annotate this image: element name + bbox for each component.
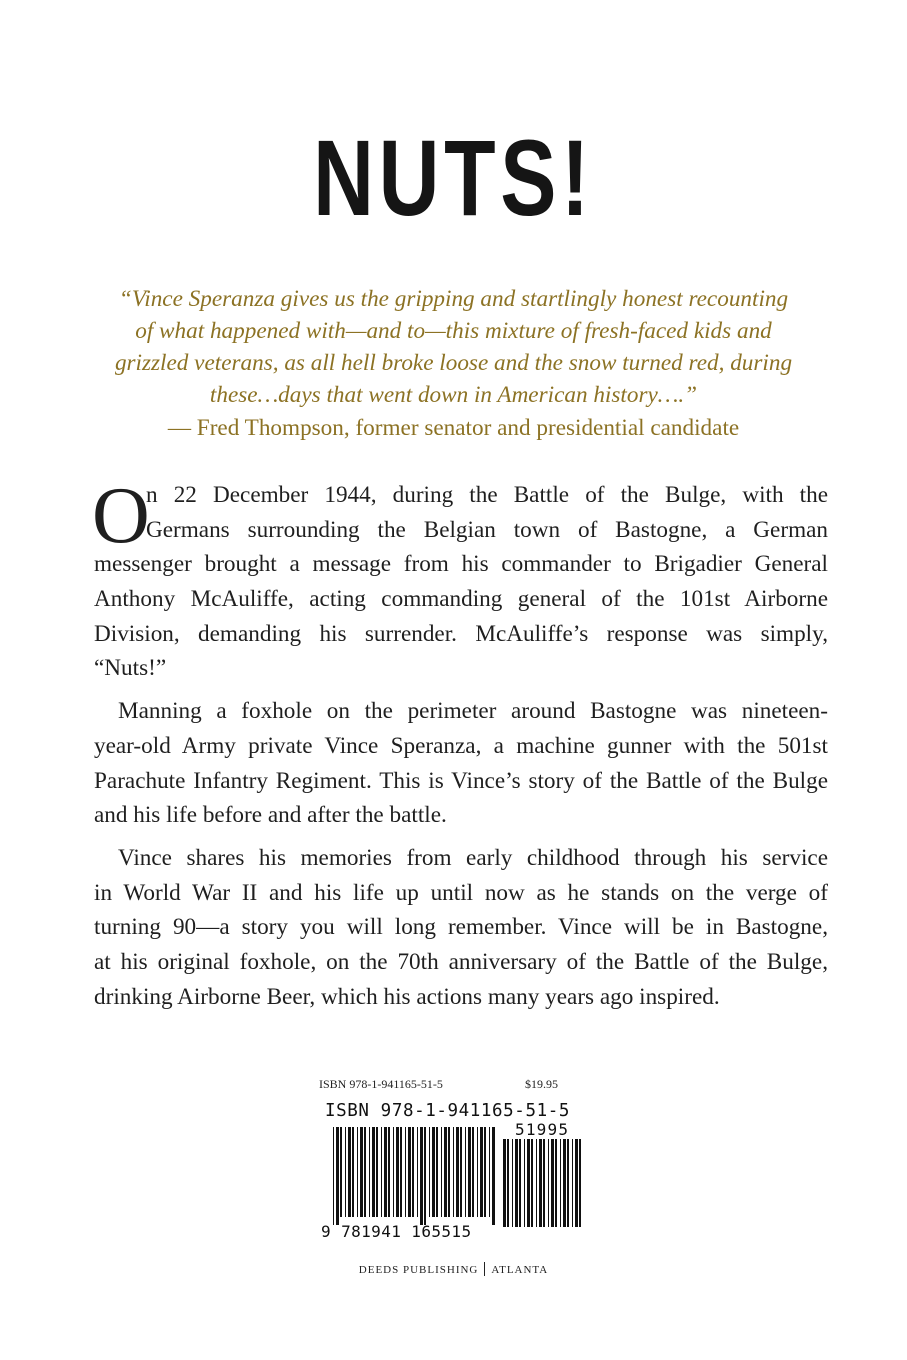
- barcode-bar: [477, 1127, 478, 1217]
- barcode-bar: [579, 1139, 581, 1227]
- isbn-barcode-text: ISBN 978-1-941165-51-5: [325, 1101, 570, 1121]
- barcode-bar: [453, 1127, 454, 1217]
- barcode-bar: [432, 1127, 435, 1217]
- barcode-bar: [536, 1139, 537, 1227]
- description: [92, 472, 828, 1022]
- barcode-block: [319, 1077, 584, 1257]
- barcode-bar: [531, 1139, 533, 1227]
- barcode-bar: [436, 1127, 438, 1217]
- barcode-bar: [555, 1139, 557, 1227]
- text-line: Division, demanding his surrender. McAuliffe’s response was simply,: [94, 620, 828, 647]
- publisher-city: ATLANTA: [491, 1264, 549, 1276]
- text-line: drinking Airborne Beer, which his actions many years ago inspired.: [94, 983, 720, 1010]
- barcode-bar: [352, 1127, 354, 1217]
- barcode-bar: [336, 1127, 339, 1225]
- barcode-bar: [372, 1127, 375, 1217]
- barcode-bar: [560, 1139, 561, 1227]
- text-line: in World War II and his life up until now as he stands on the verge of: [94, 879, 828, 906]
- paragraph-3: [94, 841, 828, 1014]
- barcode-digits: 9 781941 165515: [321, 1222, 472, 1241]
- barcode-bar: [472, 1127, 474, 1217]
- quote-line: of what happened with—and to—this mixture of fresh-faced kids and: [135, 318, 772, 344]
- barcode-bar: [408, 1127, 411, 1217]
- barcode-bar: [512, 1139, 513, 1227]
- barcode-bar: [388, 1127, 390, 1217]
- barcode-bars-price: [503, 1139, 581, 1227]
- price-label: $19.95: [525, 1077, 558, 1091]
- text-line: “Nuts!”: [94, 655, 167, 682]
- barcode-bar: [465, 1127, 466, 1217]
- barcode-bar: [345, 1127, 346, 1217]
- barcode-bar: [527, 1139, 530, 1227]
- text-line: messenger brought a message from his commander to Brigadier General: [94, 551, 828, 578]
- barcode-bar: [484, 1127, 486, 1217]
- barcode-bar: [369, 1127, 370, 1217]
- drop-cap: O: [92, 472, 150, 560]
- barcode-bar: [456, 1127, 459, 1217]
- text-line: year-old Army private Vince Speranza, a machine gunner with the 501st: [94, 732, 828, 759]
- barcode-bar: [420, 1127, 423, 1225]
- barcode-bar: [441, 1127, 442, 1217]
- book-title: NUTS!: [313, 117, 594, 238]
- paragraph-2: [94, 694, 828, 833]
- barcode-bar: [424, 1127, 426, 1225]
- barcode-bar: [417, 1127, 418, 1217]
- quote-line: “Vince Speranza gives us the gripping and startlingly honest recounting: [118, 286, 789, 312]
- barcode-bar: [360, 1127, 363, 1217]
- text-line: Manning a foxhole on the perimeter around Bastogne was nineteen-: [118, 698, 828, 725]
- publisher-name: DEEDS PUBLISHING: [358, 1264, 479, 1276]
- barcode-bar: [400, 1127, 402, 1217]
- barcode-bar: [396, 1127, 399, 1217]
- text-line: Vince shares his memories from early childhood through his service: [118, 844, 828, 871]
- barcode-bar: [393, 1127, 394, 1217]
- publisher-divider: [484, 1262, 485, 1276]
- isbn-label: ISBN 978-1-941165-51-5: [319, 1077, 443, 1091]
- barcode-bar: [575, 1139, 578, 1227]
- barcode-bar: [468, 1127, 471, 1217]
- barcode-bar: [519, 1139, 521, 1227]
- barcode-bar: [376, 1127, 378, 1217]
- barcode-bar: [539, 1139, 542, 1227]
- quote-attribution: — Fred Thompson, former senator and presidential candidate: [167, 415, 740, 441]
- paragraph-1: [92, 472, 828, 686]
- barcode-bar: [572, 1139, 573, 1227]
- barcode-bar: [412, 1127, 414, 1217]
- barcode-bar: [357, 1127, 358, 1217]
- barcode-bar: [405, 1127, 406, 1217]
- barcode-bar: [507, 1139, 509, 1227]
- quote-line: these…days that went down in American history….”: [209, 382, 698, 408]
- barcode-bar: [381, 1127, 382, 1217]
- barcode-bar: [524, 1139, 525, 1227]
- text-line: Anthony McAuliffe, acting commanding general of the 101st Airborne: [94, 586, 828, 613]
- barcode-bar: [444, 1127, 447, 1217]
- barcode-bar: [429, 1127, 430, 1217]
- barcode-bar: [567, 1139, 569, 1227]
- barcode-bar: [348, 1127, 351, 1217]
- barcode-bar: [548, 1139, 549, 1227]
- barcode-bar: [333, 1127, 334, 1225]
- price-code: 51995: [515, 1120, 570, 1139]
- barcode-bar: [489, 1127, 490, 1217]
- barcode-bar: [563, 1139, 566, 1227]
- barcode-bar: [503, 1139, 506, 1227]
- barcode-bar: [340, 1127, 342, 1217]
- text-line: Germans surrounding the Belgian town of Bastogne, a German: [146, 516, 828, 543]
- barcode-bar: [448, 1127, 450, 1217]
- endorsement-quote: [80, 283, 827, 411]
- barcode-bar: [515, 1139, 518, 1227]
- text-line: Parachute Infantry Regiment. This is Vince’s story of the Battle of the Bulge: [94, 767, 828, 794]
- barcode-bar: [492, 1127, 495, 1225]
- barcode-bar: [551, 1139, 554, 1227]
- barcode-bar: [364, 1127, 366, 1217]
- publisher-imprint: [0, 1262, 907, 1276]
- text-line: turning 90—a story you will long remember. Vince will be in Bastogne,: [94, 914, 828, 941]
- quote-line: grizzled veterans, as all hell broke loose and the snow turned red, during: [114, 350, 793, 376]
- barcode-bars-main: [333, 1127, 495, 1225]
- barcode-bar: [480, 1127, 483, 1217]
- text-line: and his life before and after the battle.: [94, 802, 447, 829]
- barcode-bar: [460, 1127, 462, 1217]
- barcode-bar: [384, 1127, 387, 1217]
- text-line: at his original foxhole, on the 70th anniversary of the Battle of the Bulge,: [94, 948, 828, 975]
- barcode-bar: [543, 1139, 545, 1227]
- text-line: n 22 December 1944, during the Battle of the Bulge, with the: [146, 482, 828, 508]
